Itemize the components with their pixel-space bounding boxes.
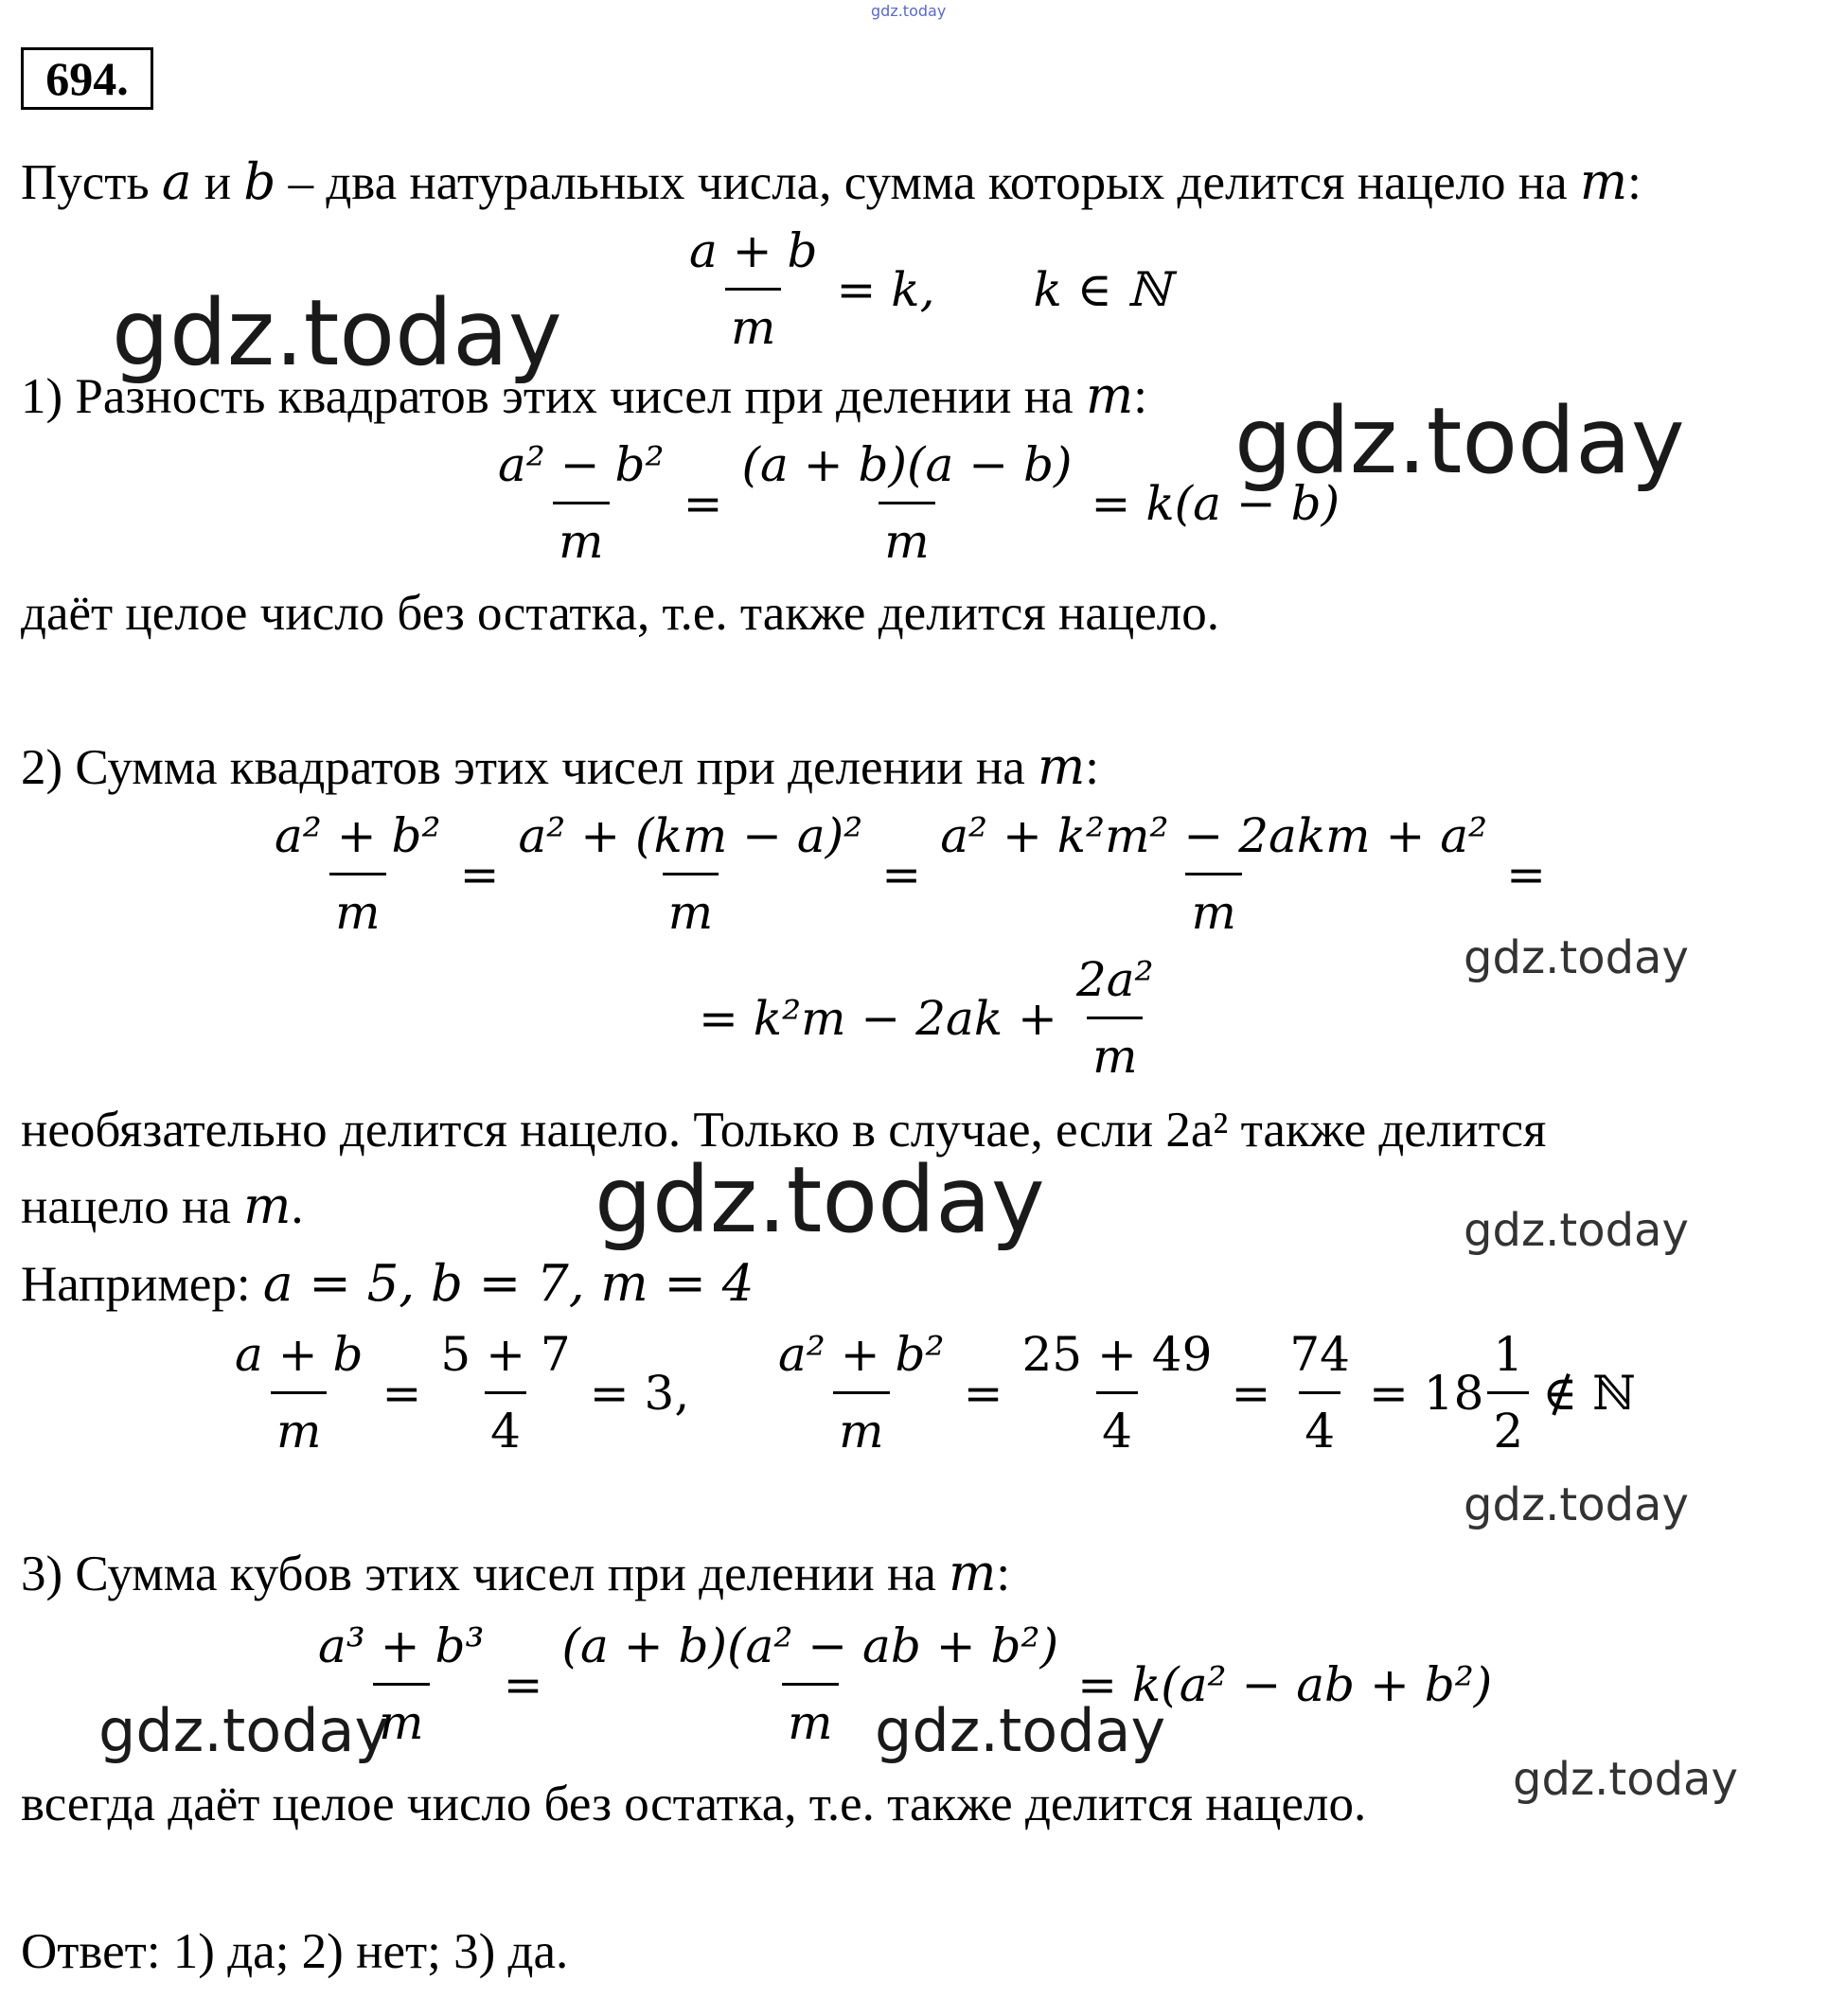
var-m: m (1085, 367, 1134, 425)
natural-condition: k ∈ ℕ (1033, 261, 1171, 317)
equation-result: = k(a − b) (1091, 475, 1340, 531)
problem-number: 694. (21, 47, 153, 110)
example-equation-2 (772, 1327, 1636, 1459)
numerator: a² − b² (498, 437, 665, 492)
numerator: a² + b² (778, 1327, 945, 1382)
equation-result: = 3, (589, 1365, 690, 1421)
watermark: gdz.today (1234, 388, 1685, 494)
denominator: m (663, 873, 719, 936)
fraction (1487, 1327, 1529, 1459)
equation-continuation: = k²m − 2ak + (699, 990, 1057, 1046)
denominator: m (879, 502, 934, 565)
numerator: a² + b² (275, 808, 441, 863)
equals-sign: = (503, 1656, 543, 1712)
answer: Ответ: 1) да; 2) нет; 3) да. (21, 1924, 569, 1979)
watermark: gdz.today (1464, 1204, 1689, 1257)
intro-text-2: и (191, 155, 244, 210)
fraction (492, 437, 670, 569)
fraction (1284, 1327, 1356, 1459)
denominator: m (553, 502, 609, 565)
numerator: a² + (km − a)² (518, 808, 863, 863)
part2-conclusion-line2 (21, 1177, 304, 1235)
var-m: m (1038, 738, 1086, 796)
fraction (435, 1327, 576, 1459)
part1-conclusion: даёт целое число без остатка, т.е. также делится нацело. (21, 586, 1219, 641)
denominator: m (373, 1683, 429, 1746)
fraction (1071, 952, 1160, 1084)
fraction (683, 223, 824, 355)
part1-equation (492, 437, 1340, 569)
fraction (269, 808, 447, 940)
var-m: m (949, 1545, 997, 1602)
fraction (737, 437, 1078, 569)
var-m: m (243, 1177, 292, 1235)
equals-sign: = (1506, 846, 1546, 902)
watermark: gdz.today (1464, 931, 1689, 984)
equation-result: = k, (836, 261, 935, 317)
denominator: m (271, 1391, 327, 1455)
fraction (513, 808, 869, 940)
equals-sign: = (459, 846, 500, 902)
intro-text-3: – два натуральных числа, сумма которых делится нацело на (275, 155, 1580, 210)
equals-sign: = (683, 475, 723, 531)
equation-sum-over-m (683, 223, 1171, 355)
fraction (229, 1327, 369, 1459)
watermark: gdz.today (1464, 1478, 1689, 1531)
denominator: m (1087, 1017, 1143, 1080)
equals-mixed-whole: = 18 (1368, 1365, 1484, 1421)
numerator: (a + b)(a² − ab + b²) (561, 1618, 1059, 1673)
watermark: gdz.today (112, 280, 562, 386)
part1-heading (21, 367, 1147, 425)
watermark: gdz.today (98, 1696, 390, 1765)
equals-sign: = (881, 846, 922, 902)
part2-heading-text: 2) Сумма квадратов этих чисел при делении на (21, 740, 1038, 795)
watermark: gdz.today (875, 1696, 1166, 1765)
numerator: 2a² (1075, 952, 1154, 1007)
denominator: m (782, 1683, 838, 1746)
equals-sign: = (963, 1365, 1003, 1421)
equals-sign: = (382, 1365, 422, 1421)
var-b: b (243, 153, 276, 211)
numerator: 25 + 49 (1021, 1327, 1213, 1382)
numerator: 5 + 7 (440, 1327, 571, 1382)
denominator: 4 (1299, 1391, 1340, 1455)
intro-text-4: : (1627, 155, 1642, 210)
numerator: (a + b)(a − b) (741, 437, 1073, 492)
numerator: a² + k²m² − 2akm + a² (940, 808, 1488, 863)
denominator: 4 (485, 1391, 526, 1455)
denominator: m (833, 1391, 889, 1455)
part2-equation-line1 (269, 808, 1546, 940)
part3-heading (21, 1545, 1011, 1602)
watermark-top: gdz.today (871, 2, 947, 20)
part1-heading-text: 1) Разность квадратов этих чисел при делении на (21, 369, 1086, 424)
denominator: m (329, 873, 385, 936)
denominator: m (1185, 873, 1241, 936)
var-a: a (161, 153, 192, 211)
intro-text-1: Пусть (21, 155, 162, 210)
example-label: Например: (21, 1257, 263, 1312)
denominator: m (725, 288, 781, 351)
equation-result: = k(a² − ab + b²) (1077, 1656, 1493, 1712)
numerator: a + b (235, 1327, 364, 1382)
var-m: m (1579, 153, 1628, 211)
part2-equation-line2 (699, 952, 1160, 1084)
fraction (772, 1327, 950, 1459)
denominator: 2 (1487, 1391, 1529, 1455)
part2-conclusion-line1: необязательно делится нацело. Только в случае, если 2a² также делится (21, 1103, 1547, 1158)
colon: : (996, 1547, 1011, 1601)
concl-text: нацело на (21, 1179, 244, 1234)
part3-heading-text: 3) Сумма кубов этих чисел при делении на (21, 1547, 950, 1601)
numerator: a + b (689, 223, 818, 278)
numerator: 74 (1289, 1327, 1350, 1382)
denominator: 4 (1096, 1391, 1138, 1455)
equals-sign: = (1231, 1365, 1271, 1421)
period: . (291, 1179, 304, 1234)
not-in-naturals: ∉ ℕ (1542, 1365, 1636, 1421)
part3-conclusion: всегда даёт целое число без остатка, т.е. также делится нацело. (21, 1777, 1367, 1831)
example-line (21, 1255, 754, 1313)
example-equation-1 (229, 1327, 690, 1459)
numerator: 1 (1493, 1327, 1524, 1382)
fraction (934, 808, 1493, 940)
example-values: a = 5, b = 7, m = 4 (262, 1255, 754, 1313)
fraction (1017, 1327, 1218, 1459)
colon: : (1085, 740, 1100, 795)
part2-heading (21, 738, 1100, 796)
numerator: a³ + b³ (318, 1618, 485, 1673)
watermark: gdz.today (595, 1147, 1045, 1253)
colon: : (1133, 369, 1147, 424)
intro-line (21, 153, 1642, 211)
watermark: gdz.today (1513, 1753, 1738, 1806)
